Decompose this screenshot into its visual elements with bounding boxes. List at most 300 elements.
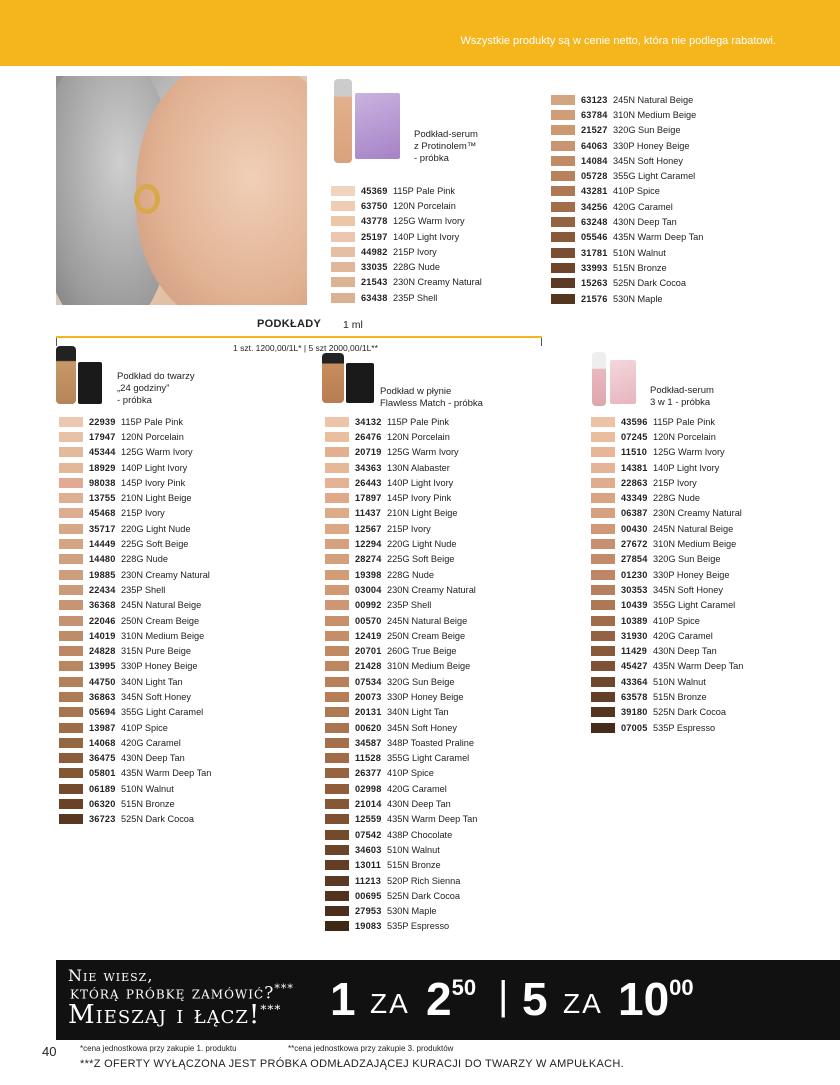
shade-name: 125G Warm Ivory	[393, 216, 465, 227]
shade-row	[551, 214, 703, 229]
shade-code: 21527	[581, 125, 608, 136]
shade-swatch	[59, 692, 83, 702]
shade-swatch	[325, 478, 349, 488]
shade-swatch	[591, 463, 615, 473]
shade-name: 228G Nude	[393, 262, 440, 273]
shade-swatch	[591, 600, 615, 610]
shade-code: 14019	[89, 630, 116, 641]
product-image-flawless	[322, 353, 382, 405]
banner-line-1: Nie wiesz,	[68, 966, 154, 985]
shade-row	[591, 659, 743, 674]
shade-swatch	[325, 814, 349, 824]
shade-swatch	[325, 585, 349, 595]
shade-name: 430N Deep Tan	[653, 646, 717, 657]
shade-swatch	[59, 570, 83, 580]
shade-code: 12567	[355, 523, 382, 534]
shade-code: 00430	[621, 523, 648, 534]
shade-code: 64063	[581, 140, 608, 151]
shade-name: 310N Medium Beige	[613, 109, 697, 120]
shade-row	[331, 229, 482, 244]
shade-row	[325, 475, 477, 490]
shade-code: 36475	[89, 753, 116, 764]
shade-row	[59, 613, 211, 628]
shade-row	[325, 582, 477, 597]
shade-code: 20131	[355, 707, 382, 718]
shade-row	[325, 904, 477, 919]
shade-swatch	[591, 677, 615, 687]
shade-swatch	[59, 631, 83, 641]
shade-code: 03004	[355, 584, 382, 595]
shade-code: 12294	[355, 539, 382, 550]
shade-swatch	[59, 768, 83, 778]
shade-name: 245N Natural Beige	[387, 615, 468, 626]
shade-code: 27953	[355, 906, 382, 917]
shade-code: 14084	[581, 155, 608, 166]
shade-row	[591, 490, 743, 505]
shade-row	[59, 643, 211, 658]
shade-swatch	[551, 263, 575, 273]
shade-code: 25197	[361, 231, 388, 242]
shade-row	[325, 643, 477, 658]
shade-swatch	[325, 707, 349, 717]
shade-swatch	[59, 478, 83, 488]
shade-name: 315N Pure Beige	[121, 646, 191, 657]
shade-row	[59, 506, 211, 521]
shade-name: 340N Light Tan	[387, 707, 449, 718]
shade-code: 43596	[621, 416, 648, 427]
shade-swatch	[591, 661, 615, 671]
model-portrait	[56, 76, 307, 305]
shade-row	[325, 812, 477, 827]
shade-code: 20719	[355, 447, 382, 458]
shade-swatch	[59, 585, 83, 595]
shade-name: 410P Spice	[613, 186, 660, 197]
shade-row	[551, 260, 703, 275]
shade-row	[59, 796, 211, 811]
shade-row	[551, 245, 703, 260]
shade-name: 345N Soft Honey	[613, 155, 683, 166]
shade-row	[331, 198, 482, 213]
shade-row	[59, 536, 211, 551]
product-title: Podkład-serum z Protinolem™ - próbka	[414, 129, 478, 164]
shade-code: 27854	[621, 554, 648, 565]
shade-row	[59, 812, 211, 827]
shade-name: 330P Honey Beige	[387, 691, 464, 702]
shade-name: 355G Light Caramel	[387, 753, 470, 764]
shade-swatch	[59, 524, 83, 534]
shade-row	[325, 536, 477, 551]
offer-2-price-int: 10	[618, 973, 670, 1025]
shade-swatch	[591, 692, 615, 702]
shade-name: 245N Natural Beige	[121, 600, 202, 611]
shade-swatch	[59, 799, 83, 809]
portrait-face	[136, 76, 307, 305]
offer-2-price	[618, 972, 694, 1026]
offer-divider: |	[498, 974, 509, 1018]
shade-swatch	[59, 432, 83, 442]
shade-row	[551, 230, 703, 245]
shade-row	[59, 521, 211, 536]
shade-name: 410P Spice	[121, 722, 168, 733]
shade-swatch	[325, 463, 349, 473]
shade-swatch	[325, 906, 349, 916]
shade-name: 125G Warm Ivory	[387, 447, 459, 458]
shade-name: 345N Soft Honey	[121, 691, 191, 702]
top-banner	[0, 0, 840, 66]
shade-name: 330P Honey Beige	[121, 661, 198, 672]
section-bracket	[541, 338, 542, 346]
section-title: PODKŁADY	[257, 318, 322, 330]
shade-row	[591, 689, 743, 704]
shade-swatch	[591, 631, 615, 641]
banner-line-3-text: Mieszaj i łącz!	[68, 1000, 261, 1030]
shade-swatch	[59, 753, 83, 763]
offer-1-price-int: 2	[426, 973, 452, 1025]
shade-swatch	[591, 524, 615, 534]
shade-name: 310N Medium Beige	[653, 539, 737, 550]
shade-code: 00992	[355, 600, 382, 611]
shade-code: 20701	[355, 646, 382, 657]
offer-1-za: ZA	[370, 988, 410, 1019]
shade-swatch	[59, 814, 83, 824]
shade-name: 420G Caramel	[121, 737, 181, 748]
shade-code: 07245	[621, 431, 648, 442]
shade-row	[331, 259, 482, 274]
shade-swatch	[325, 799, 349, 809]
shade-swatch	[59, 600, 83, 610]
shade-swatch	[551, 217, 575, 227]
shade-swatch	[325, 539, 349, 549]
shade-swatch	[325, 723, 349, 733]
shade-code: 22939	[89, 416, 116, 427]
shade-name: 230N Creamy Natural	[393, 277, 482, 288]
promo-banner	[56, 960, 840, 1040]
shade-row	[325, 598, 477, 613]
shade-swatch	[325, 631, 349, 641]
shade-swatch	[325, 830, 349, 840]
shade-swatch	[331, 216, 355, 226]
shade-row	[59, 567, 211, 582]
shade-row	[591, 628, 743, 643]
shade-swatch	[551, 95, 575, 105]
section-prices: 1 szt. 1200,00/1L* | 5 szt 2000,00/1L**	[233, 343, 378, 353]
shade-row	[325, 490, 477, 505]
shade-row	[325, 888, 477, 903]
shade-name: 525N Dark Cocoa	[613, 278, 687, 289]
shade-code: 11528	[355, 753, 382, 764]
shade-code: 07534	[355, 676, 382, 687]
shade-row	[551, 123, 703, 138]
shade-name: 510N Walnut	[121, 783, 174, 794]
shade-row	[591, 521, 743, 536]
shade-name: 115P Pale Pink	[393, 185, 455, 196]
shade-name: 250N Cream Beige	[387, 630, 466, 641]
section-divider	[56, 336, 542, 338]
shade-name: 140P Light Ivory	[393, 231, 460, 242]
shade-swatch	[59, 784, 83, 794]
shade-swatch	[551, 294, 575, 304]
shade-row	[551, 107, 703, 122]
shade-name: 530N Maple	[387, 906, 437, 917]
shade-code: 02998	[355, 783, 382, 794]
shade-code: 11437	[355, 508, 382, 519]
shade-row	[325, 460, 477, 475]
shade-row	[59, 781, 211, 796]
shade-name: 230N Creamy Natural	[121, 569, 210, 580]
shade-name: 235P Shell	[387, 600, 432, 611]
shade-row	[59, 460, 211, 475]
shade-code: 15263	[581, 278, 608, 289]
shade-code: 26476	[355, 431, 382, 442]
shade-code: 05801	[89, 768, 116, 779]
shade-row	[331, 275, 482, 290]
shade-row	[591, 674, 743, 689]
shade-row	[59, 429, 211, 444]
shade-row	[551, 276, 703, 291]
shade-name: 210N Light Beige	[387, 508, 458, 519]
shade-row	[59, 598, 211, 613]
shade-swatch	[591, 447, 615, 457]
offer-1-qty: 1	[330, 973, 356, 1025]
shade-code: 35717	[89, 523, 116, 534]
shade-row	[591, 414, 743, 429]
shade-code: 12559	[355, 814, 382, 825]
shade-code: 44982	[361, 246, 388, 257]
shade-code: 19885	[89, 569, 116, 580]
shade-swatch	[331, 247, 355, 257]
shade-swatch	[59, 723, 83, 733]
shade-list	[325, 414, 477, 934]
shade-code: 31781	[581, 247, 608, 258]
shade-row	[591, 552, 743, 567]
shade-code: 33993	[581, 262, 608, 273]
shade-row	[325, 659, 477, 674]
shade-code: 19083	[355, 921, 382, 932]
shade-swatch	[59, 616, 83, 626]
shade-name: 435N Warm Deep Tan	[653, 661, 744, 672]
shade-code: 21428	[355, 661, 382, 672]
footnote-3: ***Z OFERTY WYŁĄCZONA JEST PRÓBKA ODMŁADZAJĄCEJ KURACJI DO TWARZY W AMPUŁKACH.	[80, 1058, 624, 1070]
shade-code: 11510	[621, 447, 648, 458]
shade-swatch	[325, 508, 349, 518]
shade-name: 435N Warm Deep Tan	[613, 232, 704, 243]
shade-swatch	[325, 646, 349, 656]
shade-swatch	[591, 585, 615, 595]
shade-row	[325, 613, 477, 628]
shade-code: 07005	[621, 722, 648, 733]
shade-swatch	[325, 554, 349, 564]
shade-code: 05694	[89, 707, 116, 718]
shade-name: 510N Walnut	[613, 247, 666, 258]
shade-name: 355G Light Caramel	[613, 171, 696, 182]
shade-swatch	[325, 876, 349, 886]
shade-name: 510N Walnut	[653, 676, 706, 687]
shade-code: 44750	[89, 676, 116, 687]
shade-name: 130N Alabaster	[387, 462, 450, 473]
shade-code: 45369	[361, 185, 388, 196]
shade-name: 320G Sun Beige	[653, 554, 721, 565]
offer-2-price-dec: 00	[669, 975, 694, 1000]
shade-row	[325, 429, 477, 444]
shade-name: 145P Ivory Pink	[121, 477, 186, 488]
product-title: Podkład-serum 3 w 1 - próbka	[650, 385, 714, 408]
shade-code: 12419	[355, 630, 382, 641]
shade-swatch	[59, 493, 83, 503]
shade-row	[325, 873, 477, 888]
offer-2-za: ZA	[563, 988, 603, 1019]
shade-row	[59, 445, 211, 460]
shade-swatch	[325, 432, 349, 442]
shade-name: 230N Creamy Natural	[653, 508, 742, 519]
shade-swatch	[591, 508, 615, 518]
shade-swatch	[325, 447, 349, 457]
shade-code: 14449	[89, 539, 116, 550]
product-image-serum-3w1	[590, 352, 642, 408]
shade-name: 125G Warm Ivory	[121, 447, 193, 458]
shade-row	[59, 552, 211, 567]
product-title: Podkład w płynie Flawless Match - próbka	[380, 386, 483, 409]
shade-swatch	[551, 171, 575, 181]
shade-row	[551, 184, 703, 199]
shade-name: 230N Creamy Natural	[387, 584, 476, 595]
shade-code: 21543	[361, 277, 388, 288]
shade-list	[591, 414, 743, 735]
shade-swatch	[551, 278, 575, 288]
shade-swatch	[331, 201, 355, 211]
shade-code: 06189	[89, 783, 116, 794]
shade-row	[325, 521, 477, 536]
shade-name: 530N Maple	[613, 293, 663, 304]
shade-name: 115P Pale Pink	[121, 416, 183, 427]
shade-name: 420G Caramel	[387, 783, 447, 794]
shade-row	[325, 552, 477, 567]
shade-name: 345N Soft Honey	[387, 722, 457, 733]
shade-name: 245N Natural Beige	[653, 523, 734, 534]
shade-name: 310N Medium Beige	[387, 661, 471, 672]
portrait-earring	[134, 184, 160, 214]
shade-name: 515N Bronze	[653, 691, 707, 702]
shade-swatch	[59, 646, 83, 656]
shade-swatch	[591, 570, 615, 580]
shade-name: 510N Walnut	[387, 844, 440, 855]
shade-code: 01230	[621, 569, 648, 580]
shade-swatch	[325, 493, 349, 503]
shade-swatch	[551, 156, 575, 166]
shade-row	[591, 460, 743, 475]
shade-list	[331, 183, 482, 305]
shade-swatch	[331, 293, 355, 303]
shade-code: 06387	[621, 508, 648, 519]
shade-code: 39180	[621, 707, 648, 718]
shade-name: 215P Ivory	[393, 246, 437, 257]
shade-name: 515N Bronze	[387, 860, 441, 871]
shade-code: 22046	[89, 615, 116, 626]
shade-code: 43778	[361, 216, 388, 227]
shade-row	[591, 720, 743, 735]
shade-name: 220G Light Nude	[387, 539, 457, 550]
shade-row	[325, 842, 477, 857]
shade-name: 525N Dark Cocoa	[653, 707, 727, 718]
shade-code: 13011	[355, 860, 382, 871]
shade-row	[591, 506, 743, 521]
shade-code: 36723	[89, 814, 116, 825]
shade-row	[59, 582, 211, 597]
shade-row	[325, 720, 477, 735]
shade-code: 21576	[581, 293, 608, 304]
shade-code: 43364	[621, 676, 648, 687]
shade-name: 235P Shell	[393, 292, 438, 303]
shade-name: 410P Spice	[653, 615, 700, 626]
shade-swatch	[325, 677, 349, 687]
shade-code: 17897	[355, 493, 382, 504]
shade-swatch	[59, 661, 83, 671]
price-notice: Wszystkie produkty są w cenie netto, która nie podlega rabatowi.	[460, 35, 776, 47]
shade-code: 31930	[621, 630, 648, 641]
shade-code: 17947	[89, 431, 116, 442]
shade-row	[59, 490, 211, 505]
shade-name: 330P Honey Beige	[613, 140, 690, 151]
shade-code: 10439	[621, 600, 648, 611]
shade-code: 19398	[355, 569, 382, 580]
shade-row	[591, 429, 743, 444]
footnote-1: *cena jednostkowa przy zakupie 1. produktu	[80, 1044, 237, 1053]
shade-swatch	[591, 493, 615, 503]
shade-swatch	[59, 508, 83, 518]
shade-code: 13987	[89, 722, 116, 733]
shade-code: 07542	[355, 829, 382, 840]
footnote-2: **cena jednostkowa przy zakupie 3. produktów	[288, 1044, 454, 1053]
shade-swatch	[591, 417, 615, 427]
shade-code: 22434	[89, 584, 116, 595]
shade-name: 410P Spice	[387, 768, 434, 779]
shade-code: 45427	[621, 661, 648, 672]
shade-row	[325, 689, 477, 704]
shade-row	[325, 781, 477, 796]
shade-name: 535P Espresso	[653, 722, 716, 733]
shade-list	[59, 414, 211, 827]
section-size: 1 ml	[343, 319, 363, 331]
shade-swatch	[551, 125, 575, 135]
shade-name: 420G Caramel	[613, 201, 673, 212]
shade-row	[551, 168, 703, 183]
shade-code: 11213	[355, 875, 382, 886]
shade-row	[59, 628, 211, 643]
shade-swatch	[325, 860, 349, 870]
shade-code: 00620	[355, 722, 382, 733]
shade-row	[551, 291, 703, 306]
shade-row	[331, 183, 482, 198]
shade-name: 525N Dark Cocoa	[121, 814, 195, 825]
shade-code: 05728	[581, 171, 608, 182]
offer-1-price-dec: 50	[451, 975, 477, 1000]
shade-code: 34132	[355, 416, 382, 427]
shade-name: 215P Ivory	[121, 508, 165, 519]
shade-swatch	[551, 141, 575, 151]
shade-swatch	[551, 202, 575, 212]
shade-name: 420G Caramel	[653, 630, 713, 641]
shade-code: 45344	[89, 447, 116, 458]
shade-name: 355G Light Caramel	[653, 600, 736, 611]
shade-swatch	[591, 616, 615, 626]
shade-swatch	[591, 539, 615, 549]
shade-code: 18929	[89, 462, 116, 473]
shade-name: 310N Medium Beige	[121, 630, 205, 641]
shade-code: 05546	[581, 232, 608, 243]
shade-row	[331, 214, 482, 229]
shade-row	[59, 735, 211, 750]
banner-footnote-mark: ***	[260, 1002, 282, 1017]
shade-row	[325, 628, 477, 643]
